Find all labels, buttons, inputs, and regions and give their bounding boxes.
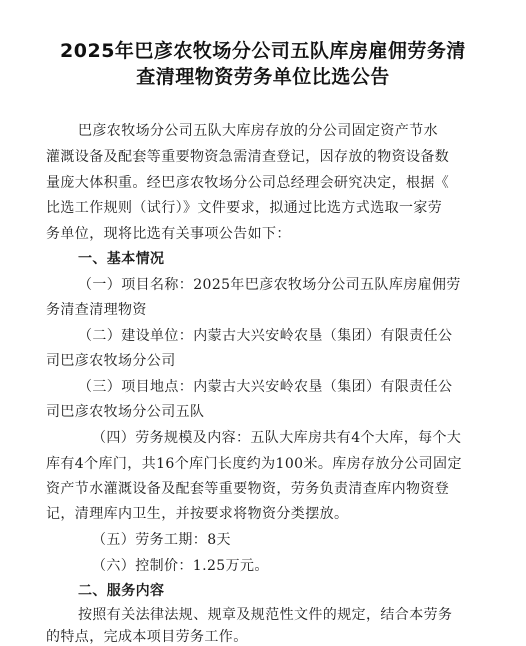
item-construction-unit-cont: 司巴彦农牧场分公司 <box>46 353 176 369</box>
intro-paragraph-line: 量庞大体积重。经巴彦农牧场分公司总经理会研究决定，根据《 <box>46 175 450 191</box>
item-labor-scope-cont: 记，清理库内卫生，并按要求将物资分类摆放。 <box>46 506 349 522</box>
item-control-price: （六）控制价：1.25万元。 <box>92 558 269 574</box>
service-paragraph-line: 的特点，完成本项目劳务工作。 <box>46 629 248 645</box>
document-title-line-1: 2025年巴彦农牧场分公司五队库房雇佣劳务清 <box>60 40 466 62</box>
document-title-line-2: 查清理物资劳务单位比选公告 <box>136 66 390 88</box>
item-project-location-cont: 司巴彦农牧场分公司五队 <box>46 404 205 420</box>
section-heading-service: 二、服务内容 <box>78 583 165 599</box>
item-labor-scope-cont: 库有4个库门，共16个库门长度约为100米。库房存放分公司固定 <box>46 456 462 472</box>
item-project-name-cont: 务清查清理物资 <box>46 302 147 318</box>
intro-paragraph-line: 务单位，现将比选有关事项公告如下： <box>46 226 291 242</box>
item-labor-duration: （五）劳务工期：8天 <box>92 532 231 548</box>
intro-paragraph-line: 巴彦农牧场分公司五队大库房存放的分公司固定资产节水 <box>78 123 438 139</box>
intro-paragraph-line: 灌溉设备及配套等重要物资急需清查登记，因存放的物资设备数 <box>46 149 450 165</box>
item-project-location: （三）项目地点：内蒙古大兴安岭农垦（集团）有限责任公 <box>78 379 453 395</box>
item-project-name: （一）项目名称：2025年巴彦农牧场分公司五队库房雇佣劳 <box>78 277 461 293</box>
section-heading-basic-info: 一、基本情况 <box>78 251 165 267</box>
item-labor-scope: （四）劳务规模及内容：五队大库房共有4个大库，每个大 <box>92 430 462 446</box>
item-construction-unit: （二）建设单位：内蒙古大兴安岭农垦（集团）有限责任公 <box>78 328 453 344</box>
intro-paragraph-line: 比选工作规则（试行）》文件要求，拟通过比选方式选取一家劳 <box>46 200 443 216</box>
service-paragraph-line: 按照有关法律法规、规章及规范性文件的规定，结合本劳务 <box>78 607 453 623</box>
item-labor-scope-cont: 资产节水灌溉设备及配套等重要物资，劳务负责清查库内物资登 <box>46 481 450 497</box>
